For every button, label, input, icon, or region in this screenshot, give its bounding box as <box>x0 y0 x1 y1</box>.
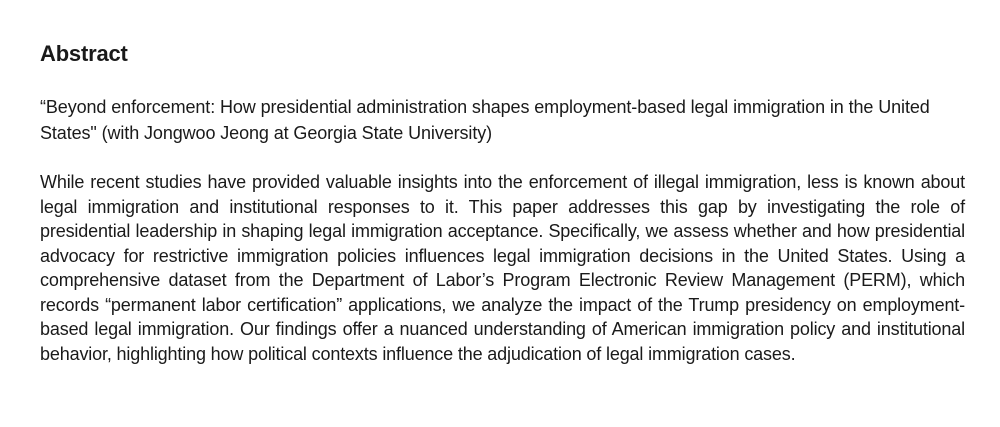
abstract-section <box>40 40 965 366</box>
paper-title: “Beyond enforcement: How presidential administration shapes employment-based legal immigration in the United States" (with Jongwoo Jeong at Georgia State University) <box>40 97 930 143</box>
abstract-body: While recent studies have provided valuable insights into the enforcement of illegal immigration, less is known about legal immigration and institutional responses to it. This paper addresses this gap by investigating the role of presidential leadership in shaping legal immigration acceptance. Specifically, we assess whether and how presidential advocacy for restrictive immigration policies influences legal immigration decisions in the United States. Using a comprehensive dataset from the Department of Labor’s Program Electronic Review Management (PERM), which records “permanent labor certification” applications, we analyze the impact of the Trump presidency on employment-based legal immigration. Our findings offer a nuanced understanding of American immigration policy and institutional behavior, highlighting how political contexts influence the adjudication of legal immigration cases. <box>40 172 965 364</box>
abstract-heading: Abstract <box>40 41 128 66</box>
